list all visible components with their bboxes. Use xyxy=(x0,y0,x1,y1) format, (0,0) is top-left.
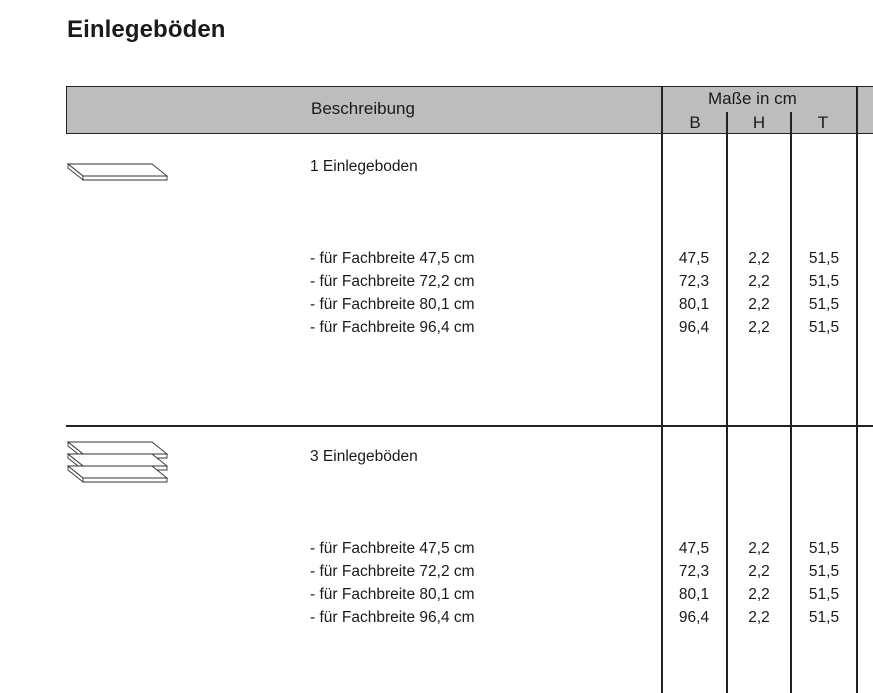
cell-t: 51,5 xyxy=(808,250,840,267)
header-col-h: H xyxy=(752,113,766,132)
cell-b: 96,4 xyxy=(678,319,710,336)
cell-b: 80,1 xyxy=(678,586,710,603)
section-title: 3 Einlegeböden xyxy=(310,448,418,465)
cell-h: 2,2 xyxy=(748,540,770,557)
table-header xyxy=(66,86,873,134)
cell-t: 51,5 xyxy=(808,540,840,557)
cell-b: 72,3 xyxy=(678,563,710,580)
grid-line xyxy=(856,86,858,693)
cell-h: 2,2 xyxy=(748,586,770,603)
header-col-b: B xyxy=(689,113,701,132)
row-label: - für Fachbreite 80,1 cm xyxy=(310,296,475,313)
cell-t: 51,5 xyxy=(808,319,840,336)
row-label: - für Fachbreite 72,2 cm xyxy=(310,563,475,580)
row-label: - für Fachbreite 80,1 cm xyxy=(310,586,475,603)
single-shelf-icon xyxy=(66,162,170,184)
cell-t: 51,5 xyxy=(808,586,840,603)
header-col-t: T xyxy=(817,113,829,132)
cell-h: 2,2 xyxy=(748,250,770,267)
row-label: - für Fachbreite 47,5 cm xyxy=(310,540,475,557)
header-dimensions: Maße in cm xyxy=(708,89,797,108)
cell-t: 51,5 xyxy=(808,273,840,290)
cell-b: 72,3 xyxy=(678,273,710,290)
header-description: Beschreibung xyxy=(311,99,415,118)
cell-t: 51,5 xyxy=(808,296,840,313)
cell-h: 2,2 xyxy=(748,609,770,626)
row-label: - für Fachbreite 72,2 cm xyxy=(310,273,475,290)
page-title: Einlegeböden xyxy=(67,16,226,43)
cell-h: 2,2 xyxy=(748,296,770,313)
cell-t: 51,5 xyxy=(808,563,840,580)
cell-b: 96,4 xyxy=(678,609,710,626)
cell-h: 2,2 xyxy=(748,273,770,290)
cell-b: 47,5 xyxy=(678,540,710,557)
row-label: - für Fachbreite 96,4 cm xyxy=(310,319,475,336)
cell-b: 47,5 xyxy=(678,250,710,267)
cell-b: 80,1 xyxy=(678,296,710,313)
dimensions-table xyxy=(66,86,873,693)
cell-t: 51,5 xyxy=(808,609,840,626)
cell-h: 2,2 xyxy=(748,563,770,580)
section-title: 1 Einlegeboden xyxy=(310,158,418,175)
row-label: - für Fachbreite 96,4 cm xyxy=(310,609,475,626)
cell-h: 2,2 xyxy=(748,319,770,336)
section-divider xyxy=(66,425,873,427)
row-label: - für Fachbreite 47,5 cm xyxy=(310,250,475,267)
triple-shelf-icon xyxy=(66,440,170,488)
